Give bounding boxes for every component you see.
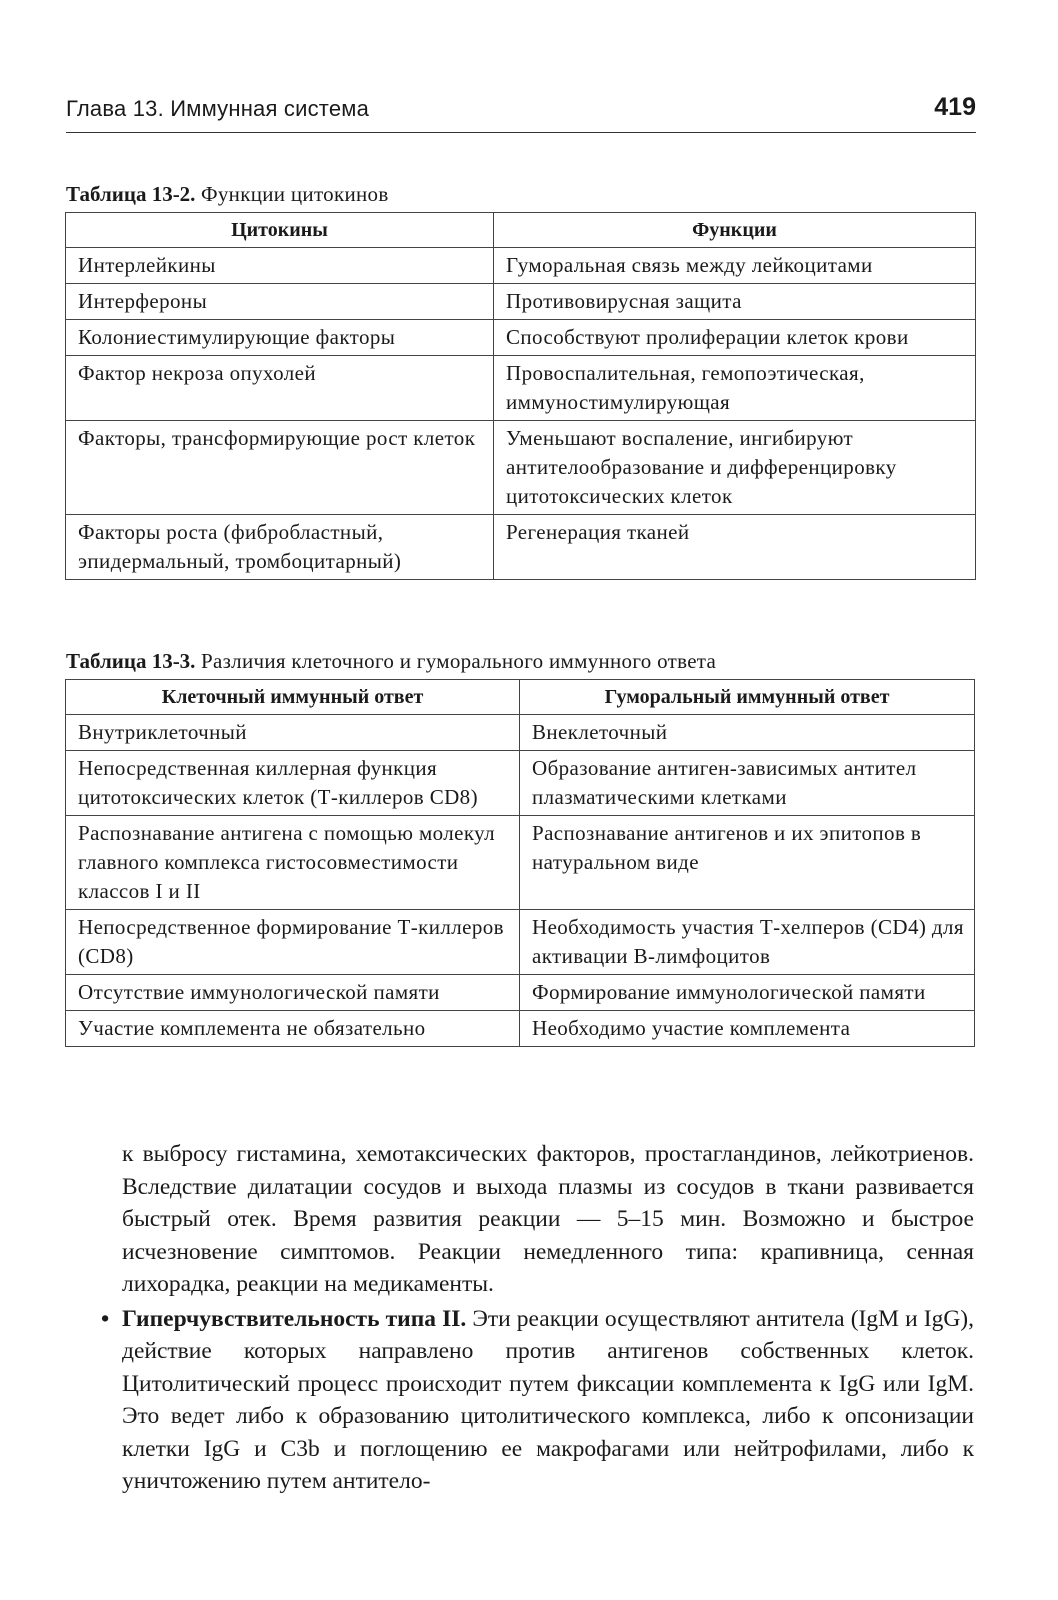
table-cell: Внеклеточный: [520, 715, 975, 751]
bullet-text: Эти реакции осуществляют антитела (IgM и IgG), действие которых направлено против антигенов собственных клеток. Цитолитический процесс происходит путем фиксации комплемента к IgG или IgM. Это ведет либо к образованию цитолитического комплекса, либо к опсонизации клетки IgG и C3b и поглощению ее макрофагами или нейтрофилами, либо к уничтожению путем антитело-: [122, 1305, 974, 1494]
table-row: [66, 751, 975, 816]
table-cell: Способствуют пролиферации клеток крови: [494, 320, 976, 356]
table-caption-cytokines: [66, 182, 389, 207]
table-header-row: [66, 213, 976, 248]
table-cell: Провоспалительная, гемопоэтическая, иммуностимулирующая: [494, 356, 976, 421]
table-cell: Факторы роста (фибробластный, эпидермальный, тромбоцитарный): [66, 515, 494, 580]
table-row: [66, 715, 975, 751]
bullet-term: Гиперчувствительность типа II.: [122, 1305, 467, 1332]
table-cell: Фактор некроза опухолей: [66, 356, 494, 421]
table-cell: Отсутствие иммунологической памяти: [66, 975, 520, 1011]
table-row: [66, 816, 975, 910]
table-row: [66, 910, 975, 975]
table-cell: Гуморальная связь между лейкоцитами: [494, 248, 976, 284]
table-cell: Интерфероны: [66, 284, 494, 320]
table-caption-immune-response: [66, 649, 716, 674]
table-cell: Внутриклеточный: [66, 715, 520, 751]
chapter-title: Глава 13. Иммунная система: [66, 96, 370, 121]
column-header: Цитокины: [66, 213, 494, 248]
page-header: [66, 92, 976, 133]
column-header: Функции: [494, 213, 976, 248]
table-cell: Факторы, трансформирующие рост клеток: [66, 421, 494, 515]
table-cell: Непосредственное формирование Т-киллеров (CD8): [66, 910, 520, 975]
table-cell: Интерлейкины: [66, 248, 494, 284]
bullet-item-hypersensitivity-type-2: [101, 1303, 974, 1498]
table-cell: Противовирусная защита: [494, 284, 976, 320]
table-cell: Уменьшают воспаление, ингибируют антителообразование и дифференцировку цитотоксических клеток: [494, 421, 976, 515]
table-cell: Распознавание антигенов и их эпитопов в натуральном виде: [520, 816, 975, 910]
table-cell: Необходимо участие комплемента: [520, 1011, 975, 1047]
table-row: [66, 284, 976, 320]
body-text: [101, 1138, 974, 1498]
table-row: [66, 421, 976, 515]
table-cell: Колониестимулирующие факторы: [66, 320, 494, 356]
table-cell: Участие комплемента не обязательно: [66, 1011, 520, 1047]
table-row: [66, 356, 976, 421]
table-caption-text: Различия клеточного и гуморального иммунного ответа: [195, 649, 717, 673]
bullet-icon: •: [101, 1305, 110, 1332]
page-number: 419: [934, 93, 976, 121]
table-row: [66, 248, 976, 284]
table-cell: Регенерация тканей: [494, 515, 976, 580]
table-caption-label: Таблица 13-3.: [66, 649, 196, 673]
table-cell: Формирование иммунологической памяти: [520, 975, 975, 1011]
cytokine-functions-table: [65, 212, 976, 580]
table-row: [66, 515, 976, 580]
table-cell: Распознавание антигена с помощью молекул главного комплекса гистосовместимости классов I и II: [66, 816, 520, 910]
table-cell: Непосредственная киллерная функция цитотоксических клеток (Т-киллеров CD8): [66, 751, 520, 816]
immune-response-differences-table: [65, 679, 975, 1047]
column-header: Гуморальный иммунный ответ: [520, 680, 975, 715]
table-caption-text: Функции цитокинов: [195, 182, 389, 206]
table-row: [66, 1011, 975, 1047]
table-cell: Необходимость участия Т-хелперов (CD4) для активации В-лимфоцитов: [520, 910, 975, 975]
table-cell: Образование антиген-зависимых антител плазматическими клетками: [520, 751, 975, 816]
table-row: [66, 320, 976, 356]
table-header-row: [66, 680, 975, 715]
table-caption-label: Таблица 13-2.: [66, 182, 196, 206]
column-header: Клеточный иммунный ответ: [66, 680, 520, 715]
body-paragraph: к выбросу гистамина, хемотаксических факторов, простагландинов, лейкотриенов. Вследствие дилатации сосудов и выхода плазмы из сосудов в ткани развивается быстрый отек. Время развития реакции — 5–15 мин. Возможно и быстрое исчезновение симптомов. Реакции немедленного типа: крапивница, сенная лихорадка, реакции на медикаменты.: [122, 1141, 974, 1297]
table-row: [66, 975, 975, 1011]
